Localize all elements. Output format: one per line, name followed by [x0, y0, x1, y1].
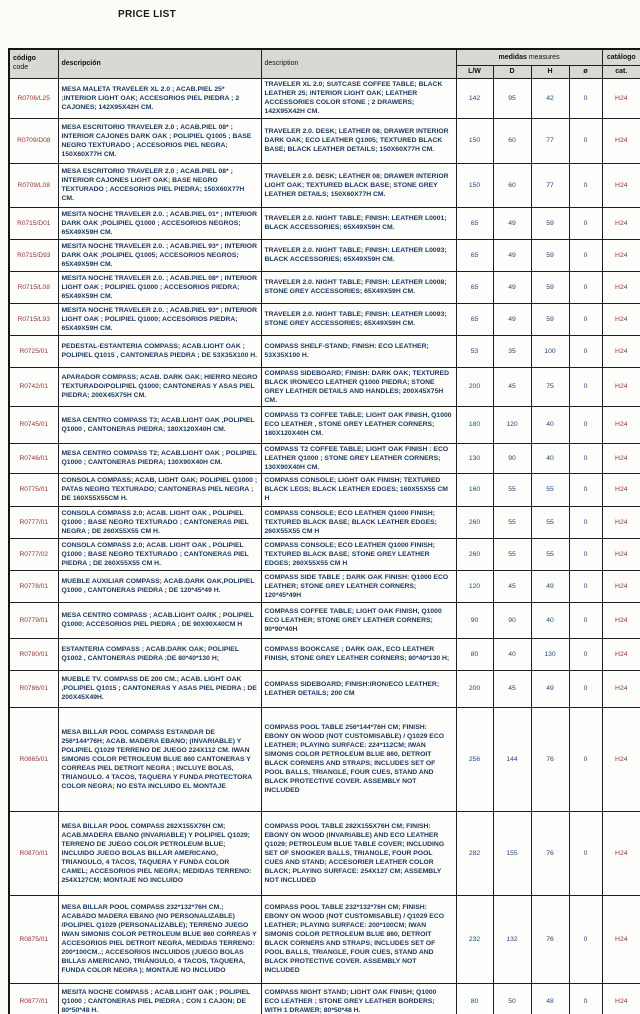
- row-description: COMPASS NIGHT STAND; LIGHT OAK FINISH; Q1000 ECO LEATHER ; STONE GREY LEATHER BORDERS; WITH 1 DRAWER; 80*50*48 H.: [261, 983, 456, 1014]
- row-description: COMPASS SIDEBOARD; FINISH: DARK OAK; TEXTURED BLACK IRON/ECO LEATHER Q1000 PIEDRA; STONE GREY LEATHER DETAILS AND HANDLES; 200X45X75H CM.: [261, 367, 456, 406]
- row-description: COMPASS BOOKCASE ; DARK OAK, ECO LEATHER FINISH, STONE GREY LEATHER CORNERS; 80*40*130 H;: [261, 638, 456, 670]
- column-header-cat: cat.: [602, 65, 640, 78]
- row-lw: 65: [456, 207, 493, 239]
- table-row: [9, 303, 640, 335]
- row-catalog: H24: [602, 303, 640, 335]
- row-diameter: 0: [569, 811, 602, 895]
- row-descripcion: MESA CENTRO COMPASS ; ACAB.LIGHT OARK ; POLIPIEL Q1000; ACCESORIOS PIEL PIEDRA ; DE 90X90X40CM H: [58, 602, 261, 638]
- table-header: [9, 49, 640, 78]
- row-h: 48: [531, 983, 569, 1014]
- row-catalog: H24: [602, 707, 640, 811]
- row-descripcion: MUEBLE TV. COMPASS DE 200 CM.; ACAB. LIGHT OAK ,POLIPIEL Q1015 ; CANTONERAS Y ASAS PIEL PIEDRA ; DE 200X45X49H.: [58, 670, 261, 707]
- row-code: R0709/D08: [9, 118, 58, 163]
- row-descripcion: MESITA NOCHE TRAVELER 2.0. ; ACAB.PIEL 01* ; INTERIOR DARK OAK ;POLIPIEL Q1000 ; ACCESORIOS NEGROS; 65X49X59H CM.: [58, 207, 261, 239]
- row-lw: 232: [456, 895, 493, 983]
- row-lw: 53: [456, 335, 493, 367]
- row-description: COMPASS POOL TABLE 282X155X76H CM; FINISH: EBONY ON WOOD (INVARIABLE) AND ECO LEATHER Q1029; PETROLEUM BLUE TABLE COVER; INCLUDING SET OF SNOOKER BALLS, TRIANGLE, FOUR POOL CUES AND STAND; ACCESORIER LEATHER COLOR BLACK; PLAYING SURFACE: 254X127 CM; ASSEMBLY NOT INCLUDED: [261, 811, 456, 895]
- row-code: R0875/01: [9, 895, 58, 983]
- row-d: 155: [493, 811, 531, 895]
- row-lw: 150: [456, 163, 493, 207]
- row-h: 40: [531, 443, 569, 473]
- row-h: 76: [531, 707, 569, 811]
- column-header-descripcion: descripción: [58, 49, 261, 78]
- row-code: R0786/01: [9, 670, 58, 707]
- row-catalog: H24: [602, 983, 640, 1014]
- row-description: COMPASS POOL TABLE 256*144*76H CM; FINISH: EBONY ON WOOD (NOT CUSTOMISABLE) / Q1029 ECO LEATHER; PLAYING SURFACE: 224*112CM; IWAN SIMONIS COLOR PETROLEUM BLUE 860, DETROIT BLACK CORNERS AND STRAPS; INCLUDES SET OF POOL BALLS, TRIANGLE, FOUR CUES, STAND AND BLACK PROTECTIVE COVER. ASSEMBLY NOT INCLUDED: [261, 707, 456, 811]
- row-catalog: H24: [602, 473, 640, 506]
- row-d: 40: [493, 638, 531, 670]
- row-descripcion: MESA BILLAR POOL COMPASS ESTANDAR DE 256*144*76H; ACAB. MADERA EBANO; (INVARIABLE) Y POLIPIEL Q1029 TERRENO DE JUEGO 224X112 CM. IWAN SIMONIS COLOR PETROLEUM BLUE 860 CANTONERAS Y CORREAS PIEL DETROIT NEGRA ; INCLUYE BOLAS, TRIANGULO. 4 TACOS, TAQUERA Y FUNDA PROTECTORA COLOR NEGRA; NO ESTA INCLUIDO EL MONTAJE: [58, 707, 261, 811]
- row-diameter: 0: [569, 506, 602, 538]
- row-description: COMPASS CONSOLE; LIGHT OAK FINISH; TEXTURED BLACK LEGS; BLACK LEATHER EDGES; 160X55X55 CM H: [261, 473, 456, 506]
- table-row: [9, 983, 640, 1014]
- row-catalog: H24: [602, 406, 640, 443]
- row-h: 59: [531, 239, 569, 271]
- row-descripcion: MESA BILLAR POOL COMPASS 282X155X76H CM; ACAB.MADERA EBANO (INVARIABLE) Y POLIPIEL Q1029; TERRENO DE JUEGO COLOR PETROLEUM BLUE; INCLUIDO JUEGO BOLAS BILLAR AMERICANO, TRIANGULO, 4 TACOS, TAQUERA Y FUNDA COLOR CAMEL; ACCESORIOS PIEL NEGRA; MEDIDAS TERRENO: 254X127CM; MONTAJE NO INCLUIDO: [58, 811, 261, 895]
- row-description: TRAVELER 2.0. NIGHT TABLE; FINISH: LEATHER L0093; STONE GREY ACCESSORIES; 65X49X59H CM.: [261, 303, 456, 335]
- row-code: R0779/01: [9, 602, 58, 638]
- header-code-label: code: [13, 63, 29, 71]
- row-d: 45: [493, 670, 531, 707]
- row-code: R0709/L08: [9, 163, 58, 207]
- column-header-catalogo: catálogo: [602, 49, 640, 65]
- row-code: R0777/01: [9, 506, 58, 538]
- row-h: 76: [531, 811, 569, 895]
- row-code: R0715/D93: [9, 239, 58, 271]
- row-d: 45: [493, 367, 531, 406]
- row-d: 144: [493, 707, 531, 811]
- row-d: 49: [493, 303, 531, 335]
- row-code: R0715/D01: [9, 207, 58, 239]
- table-row: [9, 538, 640, 570]
- row-code: R0870/01: [9, 811, 58, 895]
- row-descripcion: MESITA NOCHE COMPASS ; ACAB.LIGHT OAK ; POLIPIEL Q1000 ; CANTONERAS PIEL PIEDRA ; CON 1 CAJON; DE 80*50*48 H.: [58, 983, 261, 1014]
- row-h: 49: [531, 570, 569, 602]
- row-d: 55: [493, 538, 531, 570]
- table-row: [9, 207, 640, 239]
- row-diameter: 0: [569, 239, 602, 271]
- header-medidas-label: medidas: [498, 53, 527, 61]
- row-catalog: H24: [602, 163, 640, 207]
- row-catalog: H24: [602, 443, 640, 473]
- row-lw: 80: [456, 638, 493, 670]
- row-lw: 256: [456, 707, 493, 811]
- column-header-h: H: [531, 65, 569, 78]
- row-description: COMPASS SHELF-STAND; FINISH: ECO LEATHER; 53X35X100 H.: [261, 335, 456, 367]
- column-header-diameter: ø: [569, 65, 602, 78]
- row-description: TRAVELER 2.0. NIGHT TABLE; FINISH: LEATHER L0001; BLACK ACCESSORIES; 65X49X59H CM.: [261, 207, 456, 239]
- row-h: 59: [531, 271, 569, 303]
- row-descripcion: MESA CENTRO COMPASS T3; ACAB.LIGHT OAK ,POLIPIEL Q1000 , CANTONERAS PIEDRA; 180X120X40H CM.: [58, 406, 261, 443]
- row-lw: 142: [456, 78, 493, 118]
- row-diameter: 0: [569, 983, 602, 1014]
- row-description: COMPASS CONSOLE; ECO LEATHER Q1000 FINISH; TEXTURED BLACK BASE; STONE GREY LEATHER EDGES; 260X55X55 CM H: [261, 538, 456, 570]
- row-diameter: 0: [569, 335, 602, 367]
- table-row: [9, 570, 640, 602]
- table-row: [9, 602, 640, 638]
- row-code: R0715/L08: [9, 271, 58, 303]
- row-description: COMPASS CONSOLE; ECO LEATHER Q1000 FINISH; TEXTURED BLACK BASE; BLACK LEATHER EDGES; 260X55X55 CM H: [261, 506, 456, 538]
- row-description: COMPASS T2 COFFEE TABLE; LIGHT OAK FINISH : ECO LEATHER Q1000 ; STONE GREY LEATHER CORNERS; 130X90X40H CM.: [261, 443, 456, 473]
- row-catalog: H24: [602, 670, 640, 707]
- row-lw: 160: [456, 473, 493, 506]
- row-descripcion: CONSOLA COMPASS; ACAB, LIGHT OAK; POLIPIEL Q1000 ; PATAS NEGRO TEXTURADO; CANTONERAS PIEL NEGRA ; DE 160X55X55CM H.: [58, 473, 261, 506]
- row-catalog: H24: [602, 638, 640, 670]
- row-d: 60: [493, 163, 531, 207]
- row-h: 42: [531, 78, 569, 118]
- row-diameter: 0: [569, 163, 602, 207]
- row-d: 55: [493, 506, 531, 538]
- page-title: PRICE LIST: [118, 9, 177, 20]
- row-description: COMPASS POOL TABLE 232*132*76H CM; FINISH: EBONY ON WOOD (NOT CUSTOMISABLE) / Q1029 ECO LEATHER; PLAYING SURFACE: 200*100CM; IWAN SIMONIS COLOR PETROLEUM BLUE 860, DETROIT BLACK CORNERS AND STRAPS; INCLUDES SET OF POOL BALLS, TRIANGLE, FOUR CUES, STAND AND BLACK PROTECTIVE COVER. ASSEMBLY NOT INCLUDED: [261, 895, 456, 983]
- row-d: 49: [493, 207, 531, 239]
- row-diameter: 0: [569, 271, 602, 303]
- row-d: 60: [493, 118, 531, 163]
- column-header-description: description: [261, 49, 456, 78]
- row-h: 55: [531, 538, 569, 570]
- row-descripcion: MESA BILLAR POOL COMPASS 232*132*76H CM.; ACABADO MADERA EBANO (NO PERSONALIZABLE) /POLIPIEL Q1029 (PERSONALIZABLE); TERRENO JUEGO IWAN SIMONIS COLOR PETROLEUM BLUE 860 CORREAS Y ACCESORIOS PIEL DETROIT NEGRA, MEDIDAS TERRENO: 200*100CM..; ACCESORIOS INCLUIDOS (JUEGO BOLAS BILLAS AMERICANO, TRIÁNGULO, 4 TACOS, TAQUERA, FUNDA COLOR NEGRA ); MONTAJE NO INCLUIDO: [58, 895, 261, 983]
- row-descripcion: MESA CENTRO COMPASS T2; ACAB.LIGHT OAK ; POLIPIEL Q1000 ; CANTONERAS PIEDRA; 130X90X40H CM.: [58, 443, 261, 473]
- row-catalog: H24: [602, 118, 640, 163]
- table-row: [9, 811, 640, 895]
- row-h: 49: [531, 670, 569, 707]
- row-h: 55: [531, 473, 569, 506]
- row-diameter: 0: [569, 473, 602, 506]
- row-descripcion: PEDESTAL-ESTANTERIA COMPASS; ACAB.LIGHT OAK ; POLIPIEL Q1015 , CANTONERAS PIEDRA ; DE 53X35X100 H.: [58, 335, 261, 367]
- table-row: [9, 118, 640, 163]
- row-d: 90: [493, 602, 531, 638]
- row-h: 100: [531, 335, 569, 367]
- table-row: [9, 670, 640, 707]
- row-catalog: H24: [602, 207, 640, 239]
- column-header-d: D: [493, 65, 531, 78]
- row-descripcion: MESA MALETA TRAVELER XL 2.0 ; ACAB.PIEL 25* ;INTERIOR LIGHT OAK; ACCESORIOS PIEL PIEDRA ; 2 CAJONES; 142X95X42H CM.: [58, 78, 261, 118]
- row-lw: 150: [456, 118, 493, 163]
- row-d: 49: [493, 271, 531, 303]
- row-code: R0777/02: [9, 538, 58, 570]
- row-catalog: H24: [602, 367, 640, 406]
- row-diameter: 0: [569, 670, 602, 707]
- row-lw: 260: [456, 506, 493, 538]
- table-row: [9, 638, 640, 670]
- table-row: [9, 163, 640, 207]
- row-lw: 65: [456, 271, 493, 303]
- row-code: R0775/01: [9, 473, 58, 506]
- row-lw: 260: [456, 538, 493, 570]
- row-h: 77: [531, 118, 569, 163]
- row-description: TRAVELER 2.0. NIGHT TABLE; FINISH: LEATHER L0008; STONE GREY ACCESSORIES; 65X49X59H CM.: [261, 271, 456, 303]
- row-lw: 65: [456, 303, 493, 335]
- row-d: 45: [493, 570, 531, 602]
- row-lw: 180: [456, 406, 493, 443]
- row-catalog: H24: [602, 506, 640, 538]
- row-descripcion: MUEBLE AUXILIAR COMPASS; ACAB.DARK OAK,POLIPIEL Q1000 , CANTONERAS PIEDRA ; DE 120*45*49 H.: [58, 570, 261, 602]
- row-code: R0706/L25: [9, 78, 58, 118]
- row-diameter: 0: [569, 570, 602, 602]
- row-diameter: 0: [569, 367, 602, 406]
- row-description: COMPASS SIDEBOARD; FINISH:IRON/ECO LEATHER; LEATHER DETAILS; 200 CM: [261, 670, 456, 707]
- row-description: TRAVELER XL 2.0; SUITCASE COFFEE TABLE; BLACK LEATHER 25; INTERIOR LIGHT OAK; LEATHER ACCESSORIES COLOR STONE ; 2 DRAWERS; 142X95X42H CM.: [261, 78, 456, 118]
- column-header-lw: L/W: [456, 65, 493, 78]
- row-d: 49: [493, 239, 531, 271]
- row-diameter: 0: [569, 118, 602, 163]
- row-description: TRAVELER 2.0. NIGHT TABLE; FINISH: LEATHER L0093; BLACK ACCESSORIES; 65X49X59H CM.: [261, 239, 456, 271]
- table-row: [9, 506, 640, 538]
- row-h: 59: [531, 303, 569, 335]
- table-row: [9, 443, 640, 473]
- row-lw: 200: [456, 670, 493, 707]
- row-descripcion: MESITA NOCHE TRAVELER 2.0. ; ACAB.PIEL 93* ; INTERIOR DARK OAK ;POLIPIEL Q1005; ACCESORIOS NEGROS; 65X49X59H CM.: [58, 239, 261, 271]
- table-row: [9, 895, 640, 983]
- row-diameter: 0: [569, 602, 602, 638]
- row-diameter: 0: [569, 638, 602, 670]
- table-row: [9, 473, 640, 506]
- row-d: 120: [493, 406, 531, 443]
- header-measures-label: measures: [528, 53, 560, 61]
- row-description: COMPASS COFFEE TABLE; LIGHT OAK FINISH, Q1000 ECO LEATHER; STONE GREY LEATHER CORNERS; 90*90*40H: [261, 602, 456, 638]
- row-d: 35: [493, 335, 531, 367]
- row-catalog: H24: [602, 78, 640, 118]
- row-lw: 90: [456, 602, 493, 638]
- row-code: R0742/01: [9, 367, 58, 406]
- row-lw: 200: [456, 367, 493, 406]
- row-catalog: H24: [602, 239, 640, 271]
- row-descripcion: APARADOR COMPASS; ACAB. DARK OAK; HIERRO NEGRO TEXTURADO/POLIPIEL Q1000; CANTONERAS Y ASAS PIEL PIEDRA; 200X45X75H CM.: [58, 367, 261, 406]
- row-description: COMPASS SIDE TABLE ; DARK OAK FINISH: Q1000 ECO LEATHER; STONE GREY LEATHER CORNERS; 120*45*49H: [261, 570, 456, 602]
- row-h: 76: [531, 895, 569, 983]
- row-diameter: 0: [569, 303, 602, 335]
- row-d: 90: [493, 443, 531, 473]
- row-description: COMPASS T3 COFFEE TABLE; LIGHT OAK FINISH, Q1000 ECO LEATHER , STONE GREY LEATHER CORNERS; 180X120X40H CM.: [261, 406, 456, 443]
- row-d: 55: [493, 473, 531, 506]
- row-h: 40: [531, 602, 569, 638]
- row-descripcion: MESA ESCRITORIO TRAVELER 2.0 ; ACAB.PIEL 08* ; INTERIOR CAJONES LIGHT OAK; BASE NEGRO TEXTURADO ; ACCESORIOS PIEL PIEDRA; 150X60X77H CM.: [58, 163, 261, 207]
- table-row: [9, 335, 640, 367]
- row-diameter: 0: [569, 538, 602, 570]
- table-row: [9, 78, 640, 118]
- row-catalog: H24: [602, 335, 640, 367]
- row-code: R0780/01: [9, 638, 58, 670]
- row-h: 55: [531, 506, 569, 538]
- row-h: 40: [531, 406, 569, 443]
- column-group-measures: [456, 49, 602, 65]
- row-descripcion: MESITA NOCHE TRAVELER 2.0. ; ACAB.PIEL 93* ; INTERIOR LIGHT OAK ; POLIPIEL Q1000; ACCESORIOS PIEDRA; 65X49X59H CM.: [58, 303, 261, 335]
- row-diameter: 0: [569, 707, 602, 811]
- row-descripcion: ESTANTERIA COMPASS ; ACAB.DARK OAK; POLIPIEL Q1002 , CANTONERAS PIEDRA ;DE 80*40*130 H;: [58, 638, 261, 670]
- row-h: 59: [531, 207, 569, 239]
- row-d: 132: [493, 895, 531, 983]
- row-code: R0745/01: [9, 406, 58, 443]
- row-h: 77: [531, 163, 569, 207]
- row-descripcion: MESA ESCRITORIO TRAVELER 2.0 ; ACAB.PIEL 08* ; INTERIOR CAJONES DARK OAK ; POLIPIEL Q1005 ; BASE NEGRO TEXTURADO ; ACCESORIOS PIEL NEGRA; 150X60X77H CM.: [58, 118, 261, 163]
- row-diameter: 0: [569, 406, 602, 443]
- table-row: [9, 271, 640, 303]
- header-codigo-label: código: [13, 55, 36, 63]
- table-row: [9, 406, 640, 443]
- row-code: R0746/01: [9, 443, 58, 473]
- row-code: R0877/01: [9, 983, 58, 1014]
- row-catalog: H24: [602, 895, 640, 983]
- row-description: TRAVELER 2.0. DESK; LEATHER 08; DRAWER INTERIOR DARK OAK; ECO LEATHER Q1005; TEXTURED BLACK BASE; BLACK LEATHER DETAILS; 150X60X77H CM.: [261, 118, 456, 163]
- row-h: 75: [531, 367, 569, 406]
- row-descripcion: CONSOLA COMPASS 2.0; ACAB. LIGHT OAK , POLIPIEL Q1000 ; BASE NEGRO TEXTURADO ; CANTONERAS PIEL NEGRA ; DE 260X55X55 CM H.: [58, 506, 261, 538]
- column-header-code: [9, 49, 58, 78]
- row-code: R0778/01: [9, 570, 58, 602]
- row-catalog: H24: [602, 570, 640, 602]
- row-lw: 120: [456, 570, 493, 602]
- row-d: 50: [493, 983, 531, 1014]
- row-description: TRAVELER 2.0. DESK; LEATHER 08; DRAWER INTERIOR LIGHT OAK; TEXTURED BLACK BASE; STONE GREY LEATHER DETAILS; 150X60X77H CM.: [261, 163, 456, 207]
- row-code: R0865/01: [9, 707, 58, 811]
- row-catalog: H24: [602, 271, 640, 303]
- row-lw: 282: [456, 811, 493, 895]
- table-row: [9, 239, 640, 271]
- row-d: 95: [493, 78, 531, 118]
- row-code: R0725/01: [9, 335, 58, 367]
- row-diameter: 0: [569, 78, 602, 118]
- table-row: [9, 367, 640, 406]
- row-catalog: H24: [602, 811, 640, 895]
- row-catalog: H24: [602, 602, 640, 638]
- row-lw: 80: [456, 983, 493, 1014]
- row-lw: 65: [456, 239, 493, 271]
- row-descripcion: CONSOLA COMPASS 2.0; ACAB. LIGHT OAK , POLIPIEL Q1000 ; BASE NEGRO TEXTURADO ; CANTONERAS PIEL PIEDRA ; DE 260X55X55 CM H.: [58, 538, 261, 570]
- row-descripcion: MESITA NOCHE TRAVELER 2.0. ; ACAB.PIEL 08* ; INTERIOR LIGHT OAK ; POLIPIEL Q1000 ; ACCESORIOS PIEDRA; 65X49X59H CM.: [58, 271, 261, 303]
- table-body: [9, 78, 640, 1014]
- row-lw: 130: [456, 443, 493, 473]
- row-diameter: 0: [569, 443, 602, 473]
- row-diameter: 0: [569, 207, 602, 239]
- row-h: 130: [531, 638, 569, 670]
- price-list-table: [8, 48, 640, 1014]
- table-row: [9, 707, 640, 811]
- row-code: R0715/L93: [9, 303, 58, 335]
- row-diameter: 0: [569, 895, 602, 983]
- row-catalog: H24: [602, 538, 640, 570]
